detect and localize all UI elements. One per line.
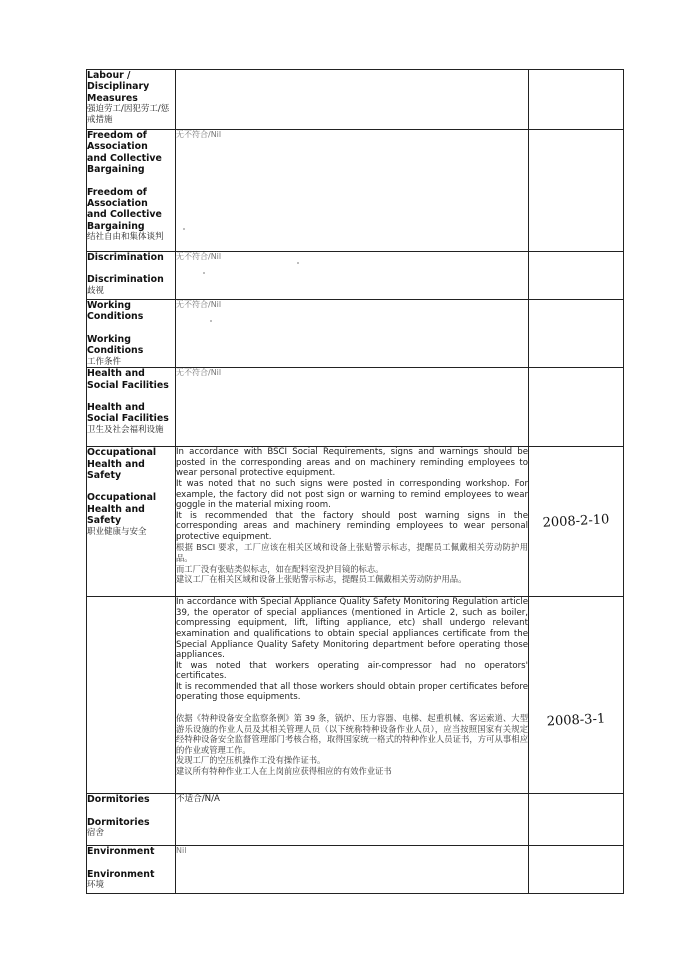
label-line: Environment <box>87 868 155 880</box>
label-line: Bargaining <box>87 164 145 176</box>
table-row-special-appliance <box>87 597 624 794</box>
finding-cell-labour <box>176 70 529 130</box>
finding-cell-environment: Nil <box>176 846 529 894</box>
label-line: and Collective <box>87 152 162 164</box>
label-chinese: 工作条件 <box>87 356 122 367</box>
scan-speck <box>183 228 185 230</box>
label-line: Association <box>87 141 148 153</box>
finding-observation: It was noted that no such signs were posted in corresponding workshop. For example, the factory did not post sign or warning to remind employees to wear goggle in the material mixing room. <box>176 478 528 511</box>
category-label-freedom <box>87 130 176 252</box>
label-line: Health and <box>87 368 145 380</box>
finding-cell-occupational-safety <box>176 447 529 597</box>
category-label-discrimination <box>87 252 176 300</box>
finding-observation-chinese: 发现工厂的空压机操作工没有操作证书。 <box>176 755 326 766</box>
label-line: Bargaining <box>87 220 145 232</box>
table-row-working-conditions <box>87 300 624 368</box>
category-label-empty <box>87 597 176 794</box>
label-chinese: 卫生及社会福利设施 <box>87 424 164 435</box>
date-cell-discrimination <box>529 252 624 300</box>
label-line: Environment <box>87 846 155 858</box>
label-line: Safety <box>87 469 122 481</box>
finding-cell-freedom: 无不符合/Nil <box>176 130 529 252</box>
category-label-environment <box>87 846 176 894</box>
finding-cell-discrimination: 无不符合/Nil <box>176 252 529 300</box>
label-line: Labour / <box>87 70 131 81</box>
date-cell-working-conditions <box>529 300 624 368</box>
finding-requirement: In accordance with Special Appliance Quality Safety Monitoring Regulation article 39, the operator of special appliances (mentioned in Article 2, such as boiler, compressing equipment, lift, lifting appliance, etc) shall undergo relevant examination and qualifications to obtain special appliances certificate from the Special Appliance Quality Safety Monitoring department before operating those appliances. <box>176 597 528 661</box>
finding-cell-working-conditions: 无不符合/Nil <box>176 300 529 368</box>
label-line: Safety <box>87 515 122 527</box>
label-line: Social Facilities <box>87 413 169 425</box>
label-line: Dormitories <box>87 816 150 828</box>
audit-findings-table <box>86 69 624 894</box>
label-line: Occupational <box>87 447 157 459</box>
label-chinese: 职业健康与安全 <box>87 526 147 537</box>
table-row-dormitories <box>87 794 624 846</box>
scan-speck <box>210 320 212 322</box>
scan-speck <box>297 262 299 264</box>
finding-observation-chinese: 而工厂没有张贴类似标志，如在配料室没护目镜的标志。 <box>176 563 384 574</box>
table-row-freedom <box>87 130 624 252</box>
label-line: Conditions <box>87 345 144 357</box>
label-chinese: 强迫劳工/因犯劳工/惩戒措施 <box>87 104 170 125</box>
date-cell-environment <box>529 846 624 894</box>
label-line: Disciplinary <box>87 81 150 93</box>
category-label-health-social <box>87 368 176 447</box>
date-cell-occupational-safety <box>529 447 624 597</box>
label-chinese: 结社自由和集体谈判 <box>87 232 164 243</box>
label-line: Association <box>87 198 148 210</box>
finding-cell-dormitories: 不适合/N/A <box>176 794 529 846</box>
category-label-occupational-safety <box>87 447 176 597</box>
label-line: Social Facilities <box>87 379 169 391</box>
table-row-occupational-safety <box>87 447 624 597</box>
handwritten-date: 2008-2-10 <box>542 512 610 531</box>
scan-speck <box>203 272 205 274</box>
label-chinese: 宿舍 <box>87 827 105 838</box>
finding-cell-special-appliance <box>176 597 529 794</box>
label-chinese: 环境 <box>87 879 105 890</box>
label-line: Discrimination <box>87 274 164 286</box>
finding-requirement-chinese: 根据 BSCI 要求，工厂应该在相关区域和设备上张贴警示标志，提醒员工佩戴相关劳动防护用品。 <box>176 542 528 564</box>
finding-observation: It was noted that workers operating air-compressor had no operators' certificates. <box>176 660 528 682</box>
label-line: Working <box>87 300 131 311</box>
label-line: Working <box>87 333 131 345</box>
label-line: Occupational <box>87 492 157 504</box>
finding-requirement-chinese: 依据《特种设备安全监察条例》第 39 条，锅炉、压力容器、电梯、起重机械、客运索道、大型游乐设施的作业人员及其相关管理人员（以下统称特种设备作业人员），应当按照国家有关规定经特种设备安全监督管理部门考核合格，取得国家统一格式的特种作业人员证书，方可从事相应的作业或管理工作。 <box>176 713 528 755</box>
category-label-labour <box>87 70 176 130</box>
label-line: Discrimination <box>87 252 164 263</box>
label-line: Health and <box>87 503 145 515</box>
label-line: Conditions <box>87 311 144 323</box>
handwritten-date: 2008-3-1 <box>546 711 606 730</box>
finding-cell-health-social: 无不符合/Nil <box>176 368 529 447</box>
label-line: Measures <box>87 92 138 104</box>
label-line: and Collective <box>87 209 162 221</box>
finding-requirement: In accordance with BSCI Social Requirements, signs and warnings should be posted in the corresponding areas and on machinery reminding employees to wear personal protective equipment. <box>176 447 528 479</box>
table-row-health-social <box>87 368 624 447</box>
date-cell-dormitories <box>529 794 624 846</box>
label-chinese: 歧视 <box>87 285 105 296</box>
table-row-discrimination <box>87 252 624 300</box>
label-line: Dormitories <box>87 794 150 806</box>
date-cell-health-social <box>529 368 624 447</box>
finding-recommendation-chinese: 建议所有特种作业工人在上岗前应获得相应的有效作业证书 <box>176 766 392 777</box>
finding-recommendation-chinese: 建议工厂在相关区域和设备上张贴警示标志，提醒员工佩戴相关劳动防护用品。 <box>176 574 467 585</box>
label-line: Health and <box>87 401 145 413</box>
finding-recommendation: It is recommended that all those workers should obtain proper certificates before operating those equipments. <box>176 681 528 703</box>
label-line: Health and <box>87 458 145 470</box>
label-line: Freedom of <box>87 130 147 141</box>
table-row-labour <box>87 70 624 130</box>
date-cell-special-appliance <box>529 597 624 794</box>
date-cell-labour <box>529 70 624 130</box>
finding-recommendation: It is recommended that the factory should post warning signs in the corresponding areas and machinery reminding employees to wear personal protective equipment. <box>176 510 528 542</box>
label-line: Freedom of <box>87 186 147 198</box>
table-row-environment <box>87 846 624 894</box>
category-label-working-conditions <box>87 300 176 368</box>
date-cell-freedom <box>529 130 624 252</box>
category-label-dormitories <box>87 794 176 846</box>
